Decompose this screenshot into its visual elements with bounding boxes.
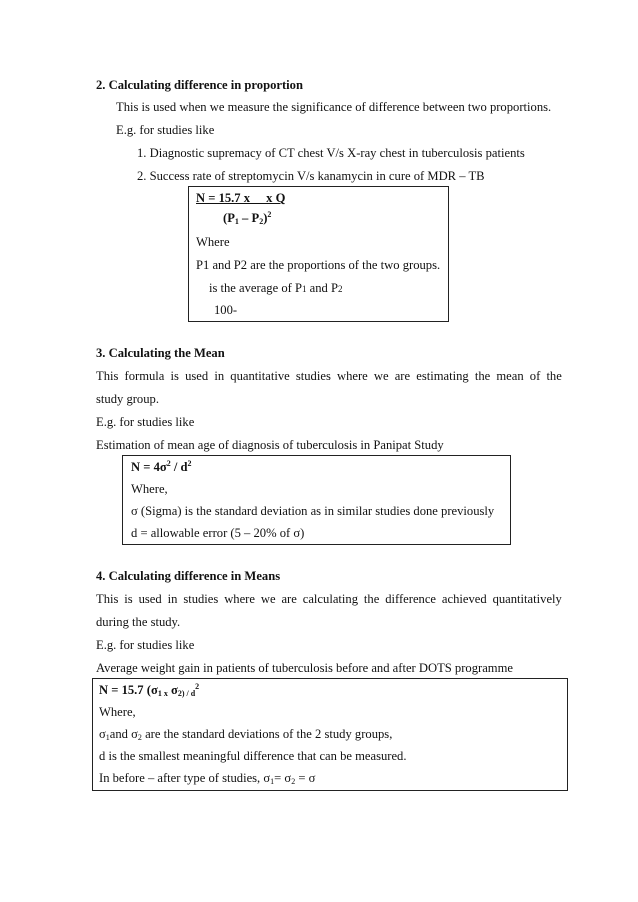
box-text: In before – after type of studies, $\sigma_1= \sigma_2 = \sigma$: [99, 771, 316, 786]
section-2-text: This is used when we measure the significance of difference between two proportions.: [116, 100, 552, 114]
section-4-text: during the study.: [96, 615, 181, 629]
box-text: σ (Sigma) is the standard deviation as in similar studies done previously: [131, 504, 495, 518]
formula-line: N = 15.7 x x Q: [196, 191, 273, 205]
formula-box-proportion: [188, 186, 449, 322]
section-4-example: E.g. for studies like: [96, 638, 195, 652]
section-3-heading: 3. Calculating the Mean: [96, 346, 225, 360]
where-label: Where,: [131, 482, 168, 496]
section-4-heading: 4. Calculating difference in Means: [96, 569, 281, 583]
box-text: P1 and P2 are the proportions of the two groups.: [196, 258, 441, 272]
section-3-text: This formula is used in quantitative studies where we are estimating the mean of the: [96, 369, 562, 383]
section-4-text: Average weight gain in patients of tuberculosis before and after DOTS programme: [96, 661, 513, 675]
list-item: 1. Diagnostic supremacy of CT chest V/s X-ray chest in tuberculosis patients: [137, 146, 525, 160]
section-2-example: E.g. for studies like: [116, 123, 215, 137]
section-3-text: study group.: [96, 392, 159, 406]
formula-box-mean: [122, 455, 511, 545]
where-label: Where,: [99, 705, 136, 719]
formula-line: N = 15.7 ($\sigma_{1 x}$ $\sigma_{2) / d}^2$: [99, 682, 200, 698]
box-text: d is the smallest meaningful difference that can be measured.: [99, 749, 407, 763]
box-text: is the average of P1 and P2: [196, 281, 330, 295]
formula-line: $N = 4\sigma^2 / d^2$: [131, 459, 192, 474]
section-3-text: Estimation of mean age of diagnosis of tuberculosis in Panipat Study: [96, 438, 444, 452]
box-text: d = allowable error (5 – 20% of σ): [131, 526, 305, 540]
section-3-example: E.g. for studies like: [96, 415, 195, 429]
box-text: $\sigma_1and$ $\sigma_2$ are the standard deviations of the 2 study groups,: [99, 727, 393, 742]
formula-denominator: $(P_1 - P_2)^2$: [223, 210, 272, 226]
section-4-text: This is used in studies where we are calculating the difference achieved quantitatively: [96, 592, 562, 606]
section-2-heading: 2. Calculating difference in proportion: [96, 78, 303, 92]
box-text: 100-: [214, 303, 238, 317]
list-item: 2. Success rate of streptomycin V/s kanamycin in cure of MDR – TB: [137, 169, 485, 183]
where-label: Where: [196, 235, 230, 249]
formula-box-means: [92, 678, 568, 791]
